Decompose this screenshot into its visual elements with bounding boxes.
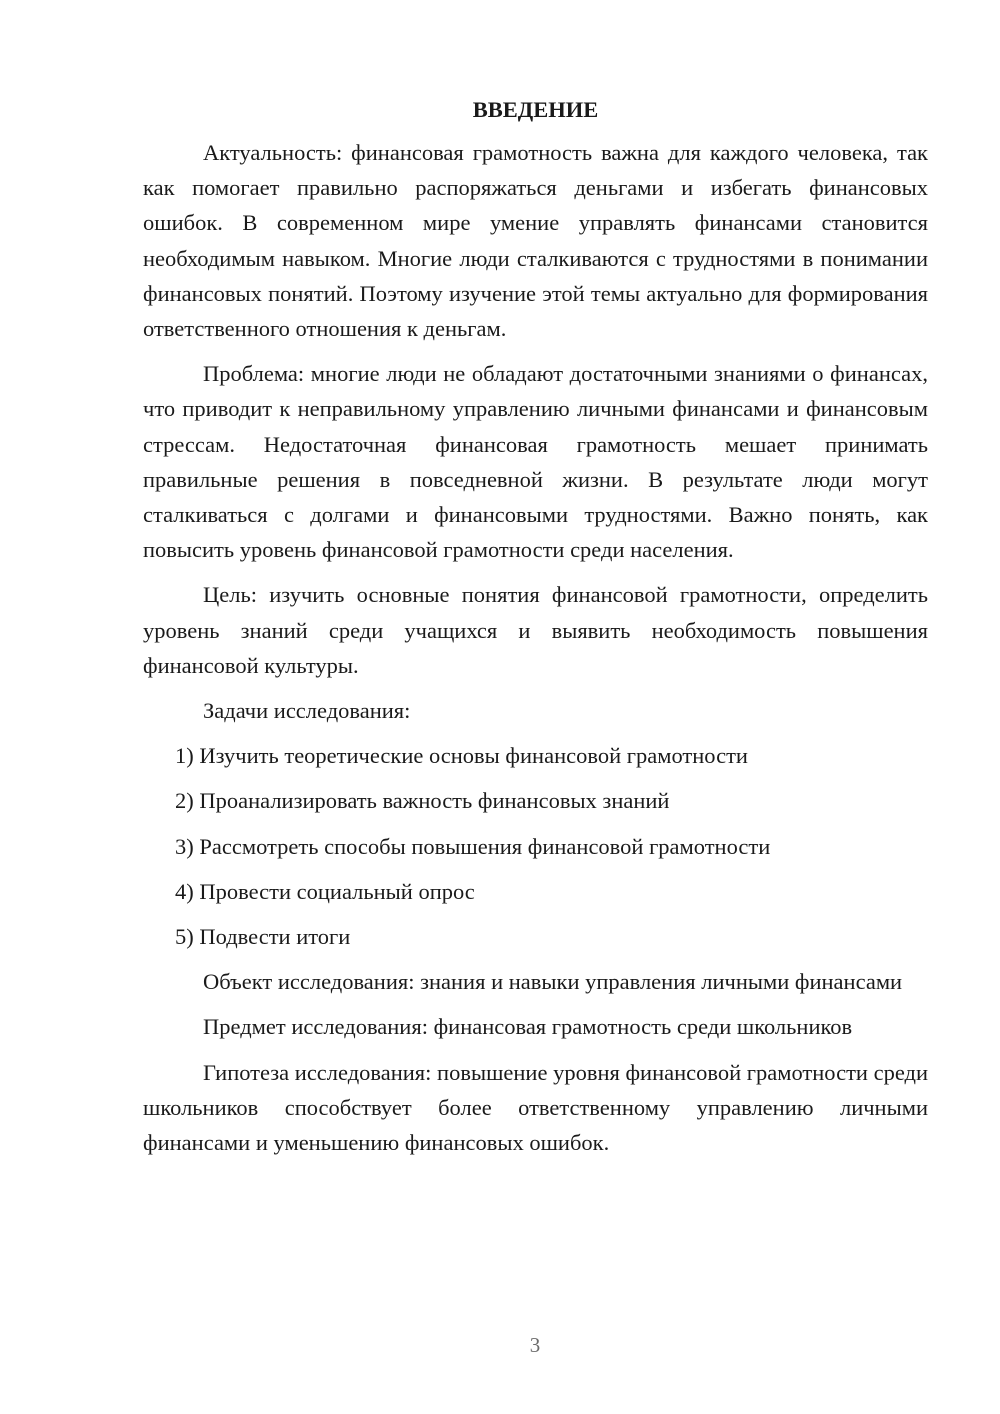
object-paragraph: Объект исследования: знания и навыки управления личными финансами [203, 969, 903, 995]
task-item: 4) Провести социальный опрос [175, 878, 475, 904]
hypothesis-paragraph: Гипотеза исследования: повышение уровня финансовой грамотности среди школьников способствует более ответственному управлению личными финансами и уменьшению финансовых ошибок. [143, 1059, 929, 1156]
page-number: 3 [529, 1333, 541, 1357]
problem-paragraph: Проблема: многие люди не обладают достаточными знаниями о финансах, что приводит к неправильному управлению личными финансами и финансовым стрессам. Недостаточная финансовая грамотность мешает принимать правильные решения в повседневной жизни. В результате люди могут сталкиваться с долгами и финансовыми трудностями. Важно понять, как повысить уровень финансовой грамотности среди населения. [143, 361, 928, 563]
subject-paragraph: Предмет исследования: финансовая грамотность среди школьников [203, 1014, 853, 1040]
page-content [143, 95, 928, 1170]
tasks-heading: Задачи исследования: [203, 698, 411, 724]
goal-paragraph: Цель: изучить основные понятия финансовой грамотности, определить уровень знаний среди учащихся и выявить необходимость повышения финансовой культуры. [143, 582, 928, 678]
task-item: 5) Подвести итоги [175, 924, 351, 950]
task-item: 3) Рассмотреть способы повышения финансовой грамотности [175, 833, 771, 859]
relevance-paragraph: Актуальность: финансовая грамотность важна для каждого человека, так как помогает правильно распоряжаться деньгами и избегать финансовых ошибок. В современном мире умение управлять финансами становится необходимым навыком. Многие люди сталкиваются с трудностями в понимании финансовых понятий. Поэтому изучение этой темы актуально для формирования ответственного отношения к деньгам. [143, 140, 928, 342]
page-title: ВВЕДЕНИЕ [472, 97, 599, 122]
task-list [143, 738, 928, 954]
task-item: 1) Изучить теоретические основы финансовой грамотности [175, 743, 748, 769]
task-item: 2) Проанализировать важность финансовых знаний [175, 788, 670, 814]
